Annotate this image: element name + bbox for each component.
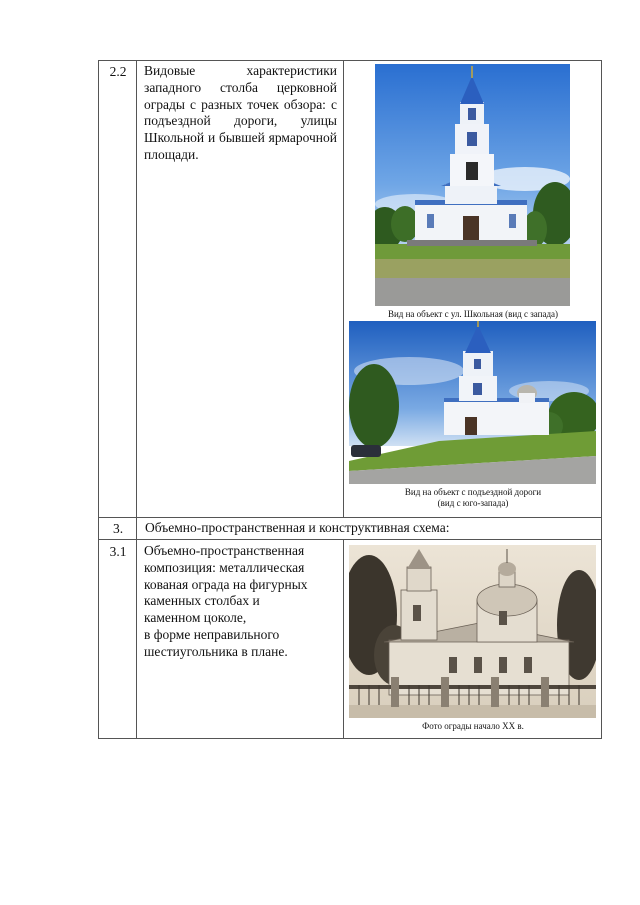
church-photo-southwest: [349, 321, 596, 484]
table-border-top: [98, 60, 602, 61]
row-description: Видовые характеристики западного столба церковной ограды с разных точек обзора: с подъездной дороги, улицы Школьной и бывшей ярмарочной площади.: [144, 63, 337, 162]
table-border-bottom: [98, 738, 602, 739]
row-number: 2.2: [109, 64, 127, 79]
photo-caption: Фото ограды начало XX в.: [422, 721, 524, 731]
description-line: композиция: металлическая: [144, 559, 305, 575]
section-heading: Объемно-пространственная и конструктивная схема:: [145, 520, 450, 535]
photo-caption: Вид на объект с ул. Школьная (вид с запада): [387, 309, 559, 319]
column-separator: [343, 60, 344, 517]
photo-caption-line: Вид на объект с подъездной дороги: [404, 487, 542, 497]
table-border-right: [601, 60, 602, 739]
row-description: [144, 543, 342, 661]
description-line: кованая ограда на фигурных: [144, 576, 308, 592]
column-separator: [343, 539, 344, 739]
description-line: каменном цоколе,: [144, 610, 247, 626]
row-separator: [98, 539, 602, 540]
column-separator: [136, 60, 137, 739]
photo-caption: [344, 487, 602, 509]
row-number: 3.1: [109, 544, 127, 559]
description-line: в форме неправильного: [144, 626, 280, 642]
church-photo-west: [375, 64, 570, 306]
description-line: каменных столбах и: [144, 593, 260, 609]
row-number: 3.: [112, 521, 124, 536]
historic-fence-photo: [349, 545, 596, 718]
table-border-left: [98, 60, 99, 739]
description-line: Объемно-пространственная: [144, 543, 305, 558]
photo-caption-line: (вид с юго-запада): [437, 498, 509, 508]
row-separator: [98, 517, 602, 518]
description-line: шестиугольника в плане.: [144, 643, 288, 659]
